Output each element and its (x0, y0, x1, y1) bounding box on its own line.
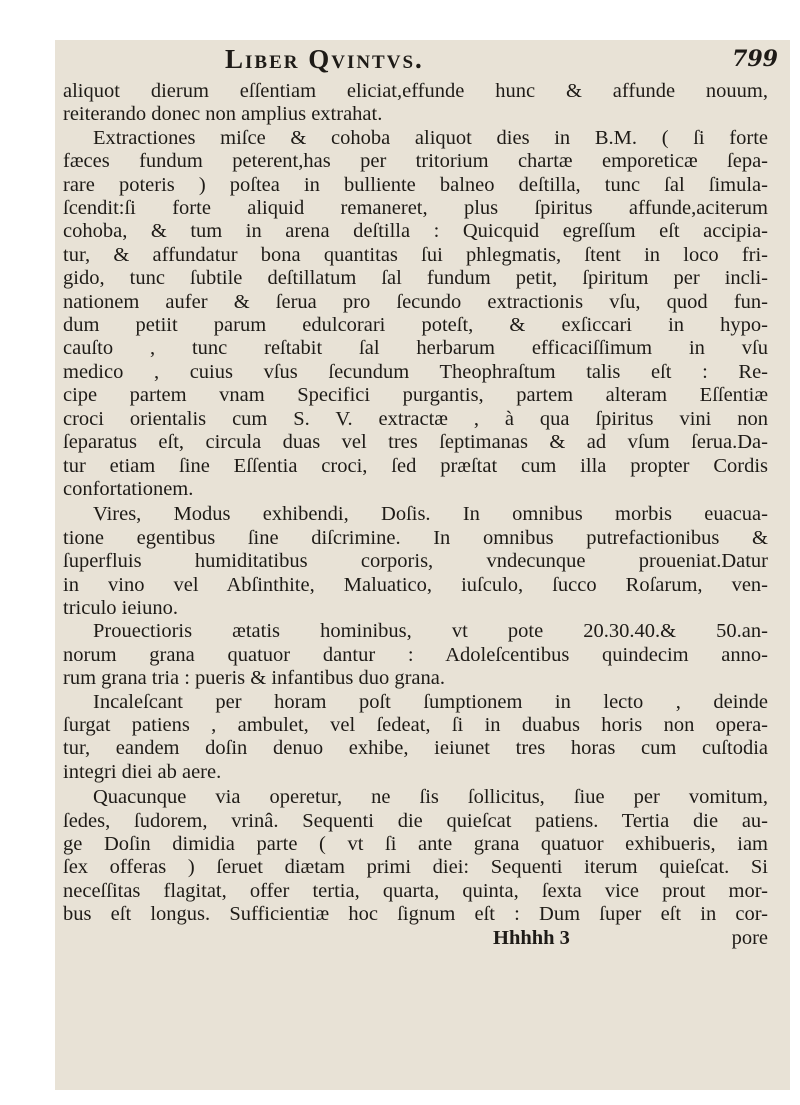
text-line: croci orientalis cum S. V. extractæ , à qua ſpiritus vini non (63, 407, 768, 430)
body-text (63, 80, 768, 951)
text-line: bus eſt longus. Sufficientiæ hoc ſignum eſt : Dum ſuper eſt in cor- (63, 903, 768, 926)
text-line: cauſto , tunc reſtabit ſal herbarum efficaciſſimum in vſu (63, 337, 768, 360)
text-line: tur etiam ſine Eſſentia croci, ſed præſtat cum illa propter Cordis (63, 454, 768, 477)
book-page (55, 40, 790, 1090)
text-line: ſuperfluis humiditatibus corporis, vndecunque proueniat.Datur (63, 550, 768, 573)
signature-mark: Hhhhh 3 (493, 926, 570, 949)
text-line: norum grana quatuor dantur : Adoleſcentibus quindecim anno- (63, 643, 768, 666)
text-line: Quacunque via operetur, ne ſis ſollicitus, ſiue per vomitum, (93, 786, 768, 809)
text-line: cohoba, & tum in arena deſtilla : Quicquid egreſſum eſt accipia- (63, 220, 768, 243)
text-line: ſurgat patiens , ambulet, vel ſedeat, ſi in duabus horis non opera- (63, 713, 768, 736)
text-line: nationem aufer & ſerua pro ſecundo extractionis vſu, quod fun- (63, 290, 768, 313)
text-line: Vires, Modus exhibendi, Doſis. In omnibus morbis euacua- (93, 503, 768, 526)
text-line: tione egentibus ſine diſcrimine. In omnibus putrefactionibus & (63, 526, 768, 549)
text-line: tur, & affundatur bona quantitas ſui phlegmatis, ſtent in loco fri- (63, 243, 768, 266)
text-line: integri diei ab aere. (63, 760, 222, 783)
text-line: fæces fundum peterent,has per tritorium chartæ emporeticæ ſepa- (63, 150, 768, 173)
catchword: pore (731, 926, 768, 949)
text-line: ſcendit:ſi forte aliquid remaneret, plus ſpiritus affunde,aciterum (63, 197, 768, 220)
running-head: Liber Qvintvs. (225, 44, 424, 74)
text-line: tur, eandem doſin denuo exhibe, ieiunet tres horas cum cuſtodia (63, 737, 768, 760)
text-line: ſeparatus eſt, circula duas vel tres ſeptimanas & ad vſum ſerua.Da- (63, 431, 768, 454)
text-line: Extractiones miſce & cohoba aliquot dies in B.M. ( ſi forte (93, 126, 768, 149)
text-line: ſex offeras ) ſeruet diætam primi diei: Sequenti iterum quieſcat. Si (63, 856, 768, 879)
text-line: rum grana tria : pueris & infantibus duo grana. (63, 667, 445, 690)
text-line: rare poteris ) poſtea in bulliente balneo deſtilla, tunc ſal ſimula- (63, 173, 768, 196)
text-line: cipe partem vnam Specifici purgantis, partem alteram Eſſentiæ (63, 384, 768, 407)
text-line: dum petiit parum edulcorari poteſt, & exſiccari in hypo- (63, 314, 768, 337)
text-line: medico , cuius vſus ſecundum Theophraſtum talis eſt : Re- (63, 360, 768, 383)
text-line: ge Doſin dimidia parte ( vt ſi ante grana quatuor exhibueris, iam (63, 833, 768, 855)
text-line: ſedes, ſudorem, vrinâ. Sequenti die quieſcat patiens. Tertia die au- (63, 809, 768, 832)
text-line: reiterando donec non amplius extrahat. (63, 103, 383, 126)
text-line: gido, tunc ſubtile deſtillatum ſal fundum petit, ſpiritum per incli- (63, 267, 768, 290)
text-line: neceſſitas flagitat, offer tertia, quarta, quinta, ſexta vice prout mor- (63, 879, 768, 902)
text-line: triculo ieiuno. (63, 596, 179, 619)
text-line: aliquot dierum eſſentiam eliciat,effunde hunc & affunde nouum, (63, 80, 768, 102)
page-number: 799 (732, 46, 778, 72)
page-footer (63, 927, 768, 951)
text-line: Prouectioris ætatis hominibus, vt pote 20.30.40.& 50.an- (93, 620, 768, 643)
text-line: Incaleſcant per horam poſt ſumptionem in lecto , deinde (93, 690, 768, 713)
text-line: confortationem. (63, 477, 194, 500)
page-header (55, 40, 790, 78)
text-line: in vino vel Abſinthite, Maluatico, iuſculo, ſucco Roſarum, ven- (63, 573, 768, 596)
